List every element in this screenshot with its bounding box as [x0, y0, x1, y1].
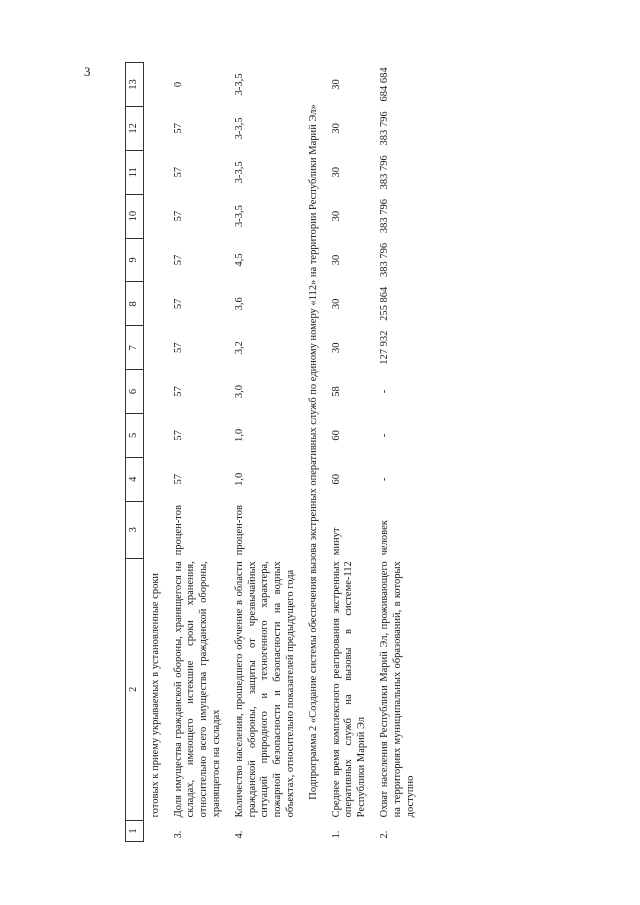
indicator-name: Доля имущества гражданской обороны, хранящегося на складах, имеющего истекшие сроки хранения, относительно всего имущества гражданской обороны, хранящегося на складах: [172, 561, 222, 818]
header-cell: 4: [126, 457, 144, 501]
value-cell: 57: [172, 298, 184, 310]
value-cell: 57: [172, 430, 184, 441]
value-cell: 30: [330, 342, 342, 353]
value-cell: [143, 326, 166, 370]
unit: процен-тов: [172, 505, 184, 556]
value-cell: 3-3,5: [233, 205, 245, 228]
row-number: 2.: [378, 830, 390, 839]
row-number: 1.: [330, 830, 342, 839]
value-cell: 1,0: [233, 472, 245, 486]
value-cell: [143, 457, 166, 501]
value-cell: [143, 194, 166, 238]
value-cell: [143, 106, 166, 150]
value-cell: 1,0: [233, 428, 245, 442]
value-cell: [143, 238, 166, 282]
table-row: [228, 63, 302, 842]
value-cell: -: [378, 477, 390, 482]
page-number: 3: [84, 64, 91, 79]
indicator-name: Охват населения Республики Марий Эл, проживающего на территориях муниципальных образований, в которых доступно: [378, 561, 416, 818]
value-cell: 57: [172, 210, 184, 222]
indicator-name: Среднее время комплексного реагирования экстренных оперативных служб на вызовы в системе-112 Республики Марий Эл: [330, 561, 368, 818]
header-cell: 2: [126, 558, 144, 820]
unit: [143, 501, 166, 558]
value-cell: 30: [330, 254, 342, 266]
subprogram-title: Подпрограмма 2 «Создание системы обеспечения вызова экстренных оперативных служб по единому номеру «112» на территории Республики Марий Эл»: [307, 104, 319, 800]
rotated-table-container: [125, 0, 625, 842]
indicator-name: готовых к приему укрываемых в установленные сроки: [149, 572, 161, 818]
value-cell: -: [378, 389, 390, 394]
value-cell: [143, 150, 166, 194]
value-cell: [143, 63, 166, 107]
value-cell: 57: [172, 123, 184, 134]
table-row: [167, 63, 228, 842]
value-cell: 30: [330, 210, 342, 222]
header-cell: 9: [126, 238, 144, 282]
header-cell: 12: [126, 106, 144, 150]
table-row: [373, 63, 421, 842]
header-cell: 6: [126, 370, 144, 414]
value-cell: 383 796: [378, 199, 390, 234]
row-number: [143, 820, 166, 841]
value-cell: 383 796: [378, 242, 390, 278]
value-cell: 30: [330, 167, 342, 178]
header-cell: 8: [126, 282, 144, 326]
header-cell: 7: [126, 326, 144, 370]
table-row: [325, 63, 373, 842]
header-cell: 10: [126, 194, 144, 238]
unit: процен-тов: [233, 505, 245, 556]
header-cell: 11: [126, 150, 144, 194]
value-cell: 3-3,5: [233, 117, 245, 140]
value-cell: 57: [172, 254, 184, 266]
row-number: 3.: [172, 830, 184, 839]
value-cell: 127 932: [378, 330, 390, 365]
value-cell: 3-3,5: [233, 161, 245, 184]
value-cell: 3-3,5: [233, 73, 245, 96]
value-cell: 255 864: [378, 286, 390, 321]
value-cell: 30: [330, 79, 342, 90]
value-cell: 383 796: [378, 111, 390, 146]
value-cell: 383 796: [378, 155, 390, 190]
header-cell: 1: [126, 820, 144, 841]
table-row: [143, 63, 166, 842]
header-row: [126, 63, 144, 842]
value-cell: 3,0: [233, 384, 245, 399]
table-body: [126, 63, 422, 842]
subprogram-row: [302, 63, 325, 842]
unit: человек: [378, 520, 390, 556]
value-cell: 58: [330, 386, 342, 397]
value-cell: 30: [330, 123, 342, 134]
value-cell: 60: [330, 474, 342, 485]
value-cell: [143, 370, 166, 414]
header-cell: 3: [126, 501, 144, 558]
header-cell: 13: [126, 63, 144, 107]
value-cell: 57: [172, 342, 184, 353]
value-cell: 57: [172, 474, 184, 485]
unit: минут: [330, 527, 342, 556]
value-cell: 57: [172, 386, 184, 397]
value-cell: -: [378, 433, 390, 438]
value-cell: 684 684: [378, 67, 390, 102]
value-cell: 0: [172, 81, 184, 88]
value-cell: [143, 413, 166, 457]
value-cell: 57: [172, 167, 184, 178]
value-cell: 60: [330, 430, 342, 441]
indicator-name: Количество населения, прошедшего обучение в области гражданской обороны, защиты от чрезвычайных ситуаций природного и техногенного характера, пожарной безопасности и безопасности на водных объектах, относительно показателей предыдущего года: [233, 561, 296, 818]
row-number: 4.: [233, 830, 245, 839]
value-cell: [143, 282, 166, 326]
indicators-table: [125, 62, 421, 842]
value-cell: 3,6: [233, 297, 245, 311]
value-cell: 4,5: [233, 253, 245, 267]
value-cell: 3,2: [233, 341, 245, 355]
header-cell: 5: [126, 413, 144, 457]
value-cell: 30: [330, 298, 342, 310]
